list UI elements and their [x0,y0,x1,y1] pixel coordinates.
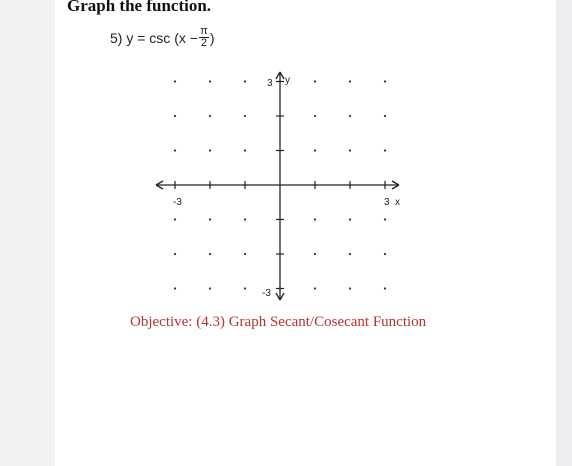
grid-dot [384,253,386,255]
problem-close-paren: ) [209,29,215,46]
fraction-numerator: π [200,25,208,37]
grid-dot [244,218,246,220]
fraction-denominator: 2 [200,37,207,49]
left-margin-strip [0,0,55,466]
right-scrollbar-strip[interactable] [556,0,572,466]
grid-dot [314,253,316,255]
grid-dot [174,253,176,255]
grid-dot [209,253,211,255]
problem-number: 5) [110,29,123,46]
grid-dot [349,149,351,151]
y-axis-label: y [285,75,290,86]
grid-dot [314,287,316,289]
grid-dot [349,253,351,255]
grid-dot [314,115,316,117]
problem-equation: y = csc (x − [126,29,198,46]
grid-dot [384,218,386,220]
grid-dot [244,80,246,82]
x-tick-label-3: 3 [384,197,390,208]
page-title: Graph the function. [67,0,212,15]
x-tick-label-neg3: -3 [173,197,182,208]
grid-dot [174,287,176,289]
y-tick-label-3: 3 [267,78,273,89]
worksheet-page [55,0,556,466]
grid-dot [174,80,176,82]
grid-dot [384,149,386,151]
grid-dot [209,287,211,289]
objective-text: Objective: (4.3) Graph Secant/Cosecant Function [130,314,427,330]
grid-dot [244,149,246,151]
grid-dot [384,287,386,289]
grid-dot [384,115,386,117]
grid-dot [244,253,246,255]
grid-dot [174,149,176,151]
grid-dot [349,218,351,220]
grid-dot [209,218,211,220]
x-axis-label: x [395,197,400,208]
coordinate-grid [55,0,556,466]
grid-dot [349,80,351,82]
grid-dot [209,80,211,82]
grid-dot [174,218,176,220]
grid-dot [209,149,211,151]
grid-dot [244,115,246,117]
grid-dot [314,80,316,82]
grid-dot [209,115,211,117]
grid-dot [384,80,386,82]
grid-dot [349,287,351,289]
grid-dot [349,115,351,117]
y-tick-label-neg3: -3 [262,288,271,299]
grid-dot [314,218,316,220]
grid-dot [314,149,316,151]
grid-dot [174,115,176,117]
grid-dot [244,287,246,289]
